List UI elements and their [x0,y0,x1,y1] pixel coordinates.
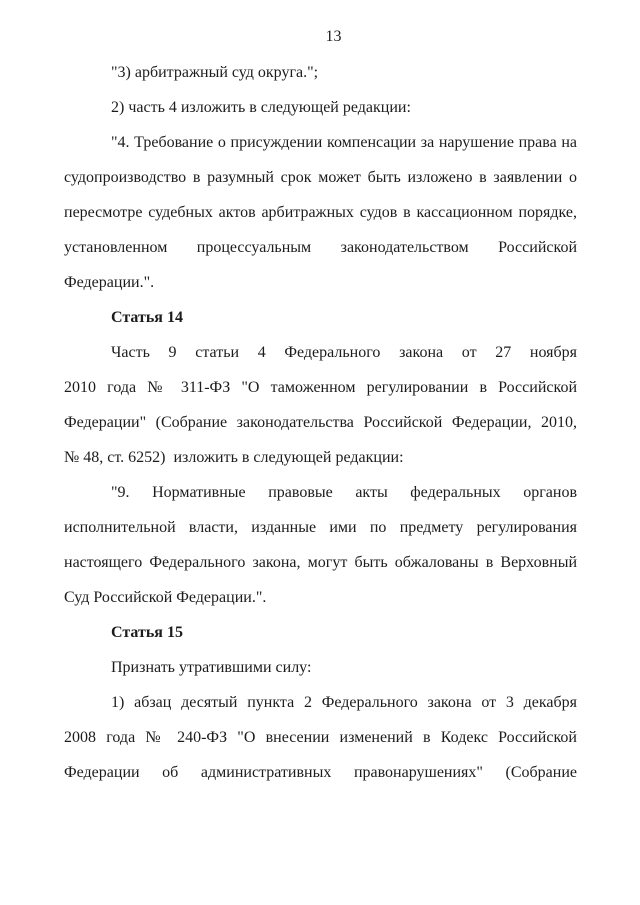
page-number: 13 [325,28,342,45]
text-line-article14-intro: Часть 9 статьи 4 Федерального закона от 27 ноября [111,344,577,361]
text-line-subitem-1: 1) абзац десятый пункта 2 Федерального закона от 3 декабря [111,694,577,711]
text-line: настоящего Федерального закона, могут быть обжалованы в Верховный [64,554,577,571]
text-line: Суд Российской Федерации.". [64,589,267,606]
text-line: 2008 года № 240-ФЗ "О внесении изменений в Кодекс Российской [64,729,577,746]
text-line: исполнительной власти, изданные ими по предмету регулирования [64,519,577,536]
text-line-article15-intro: Признать утратившими силу: [111,659,312,676]
text-line: Федерации.". [64,274,155,291]
text-line-quote-part4: "4. Требование о присуждении компенсации за нарушение права на [111,134,577,151]
article-14-heading: Статья 14 [111,309,183,326]
text-line-subitem-2: 2) часть 4 изложить в следующей редакции: [111,99,411,116]
text-line: Федерации об административных правонарушениях" (Собрание [64,764,577,781]
text-line: установленном процессуальным законодательством Российской [64,239,577,256]
document-text [64,55,577,790]
text-line: 2010 года № 311-ФЗ "О таможенном регулировании в Российской [64,379,577,396]
text-line: № 48, ст. 6252) изложить в следующей редакции: [64,449,404,466]
text-line-quote-part9: "9. Нормативные правовые акты федеральных органов [111,484,577,501]
text-line: пересмотре судебных актов арбитражных судов в кассационном порядке, [64,204,577,221]
text-line: Федерации" (Собрание законодательства Российской Федерации, 2010, [64,414,577,431]
article-15-heading: Статья 15 [111,624,183,641]
text-line-subitem-3: "3) арбитражный суд округа."; [111,64,319,81]
text-line: судопроизводство в разумный срок может быть изложено в заявлении о [64,169,577,186]
